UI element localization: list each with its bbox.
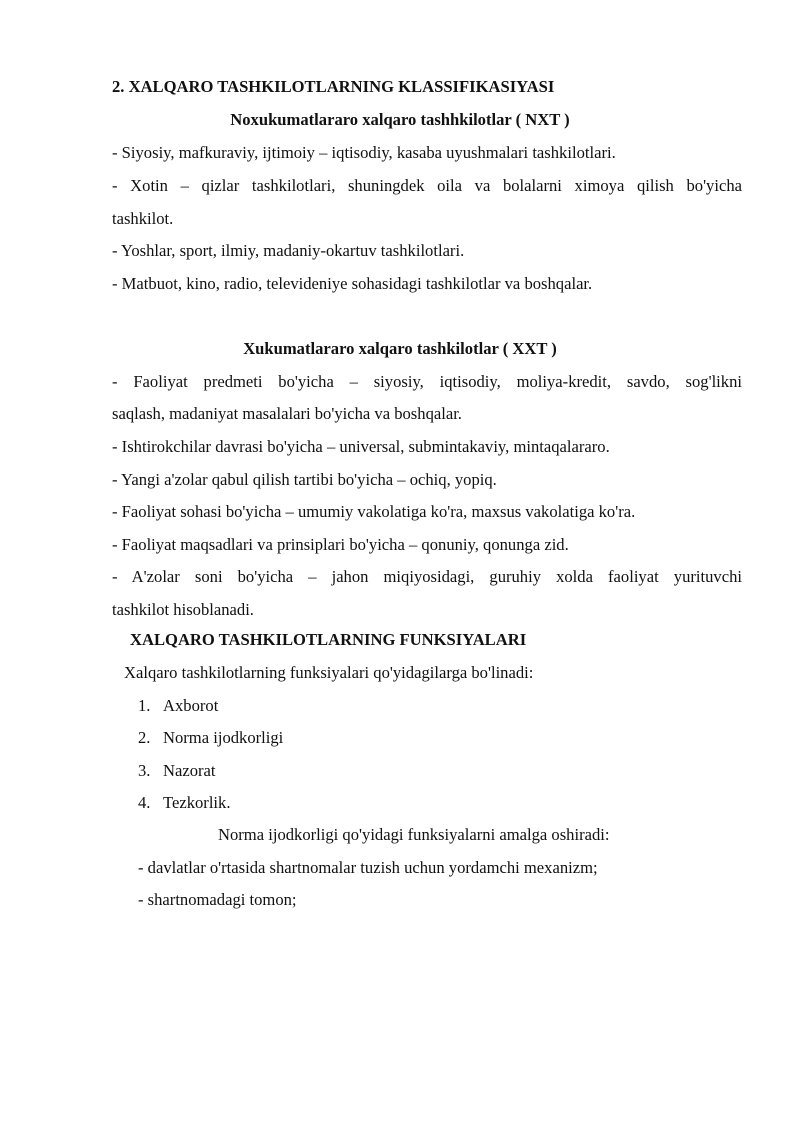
list-item: Tezkorlik. (163, 793, 231, 812)
paragraph-line: - Yoshlar, sport, ilmiy, madaniy-okartuv tashkilotlari. (112, 241, 465, 260)
list-item: Nazorat (163, 761, 216, 780)
paragraph-line: tashkilot. (112, 209, 174, 228)
subheading-nxt: Noxukumatlararo xalqaro tashhkilotlar ( NXT ) (230, 110, 570, 129)
list-item: Axborot (163, 696, 219, 715)
list-item-number: 2. (138, 728, 151, 747)
paragraph-line: - Faoliyat sohasi bo'yicha – umumiy vakolatiga ko'ra, maxsus vakolatiga ko'ra. (112, 502, 636, 521)
paragraph-line: - Yangi a'zolar qabul qilish tartibi bo'yicha – ochiq, yopiq. (112, 470, 497, 489)
paragraph-line: saqlash, madaniyat masalalari bo'yicha va boshqalar. (112, 404, 462, 423)
section-heading-functions: XALQARO TASHKILOTLARNING FUNKSIYALARI (130, 630, 527, 649)
functions-intro: Xalqaro tashkilotlarning funksiyalari qo'yidagilarga bo'linadi: (124, 663, 534, 682)
paragraph-line: - Faoliyat maqsadlari va prinsiplari bo'yicha – qonuniy, qonunga zid. (112, 535, 569, 554)
subheading-xxt: Xukumatlararo xalqaro tashkilotlar ( XXT ) (243, 339, 557, 358)
list-item: Norma ijodkorligi (163, 728, 284, 747)
paragraph-line: - shartnomadagi tomon; (138, 890, 297, 909)
paragraph-line: - A'zolar soni bo'yicha – jahon miqiyosidagi, guruhiy xolda faoliyat yurituvchi (112, 567, 742, 586)
list-item-number: 3. (138, 761, 151, 780)
list-item-number: 4. (138, 793, 151, 812)
paragraph-line: - davlatlar o'rtasida shartnomalar tuzish uchun yordamchi mexanizm; (138, 858, 598, 877)
paragraph-line: - Ishtirokchilar davrasi bo'yicha – universal, submintakaviy, mintaqalararo. (112, 437, 610, 456)
section-heading-classification: 2. XALQARO TASHKILOTLARNING KLASSIFIKASIYASI (112, 77, 555, 96)
paragraph-line: - Xotin – qizlar tashkilotlari, shuningdek oila va bolalarni ximoya qilish bo'yicha (112, 176, 742, 195)
paragraph-line: tashkilot hisoblanadi. (112, 600, 254, 619)
paragraph-line: - Siyosiy, mafkuraviy, ijtimoiy – iqtisodiy, kasaba uyushmalari tashkilotlari. (112, 143, 616, 162)
paragraph-line: - Faoliyat predmeti bo'yicha – siyosiy, iqtisodiy, moliya-kredit, savdo, sog'likni (112, 372, 742, 391)
norma-intro: Norma ijodkorligi qo'yidagi funksiyalarni amalga oshiradi: (218, 825, 610, 844)
paragraph-line: - Matbuot, kino, radio, televideniye sohasidagi tashkilotlar va boshqalar. (112, 274, 593, 293)
list-item-number: 1. (138, 696, 151, 715)
